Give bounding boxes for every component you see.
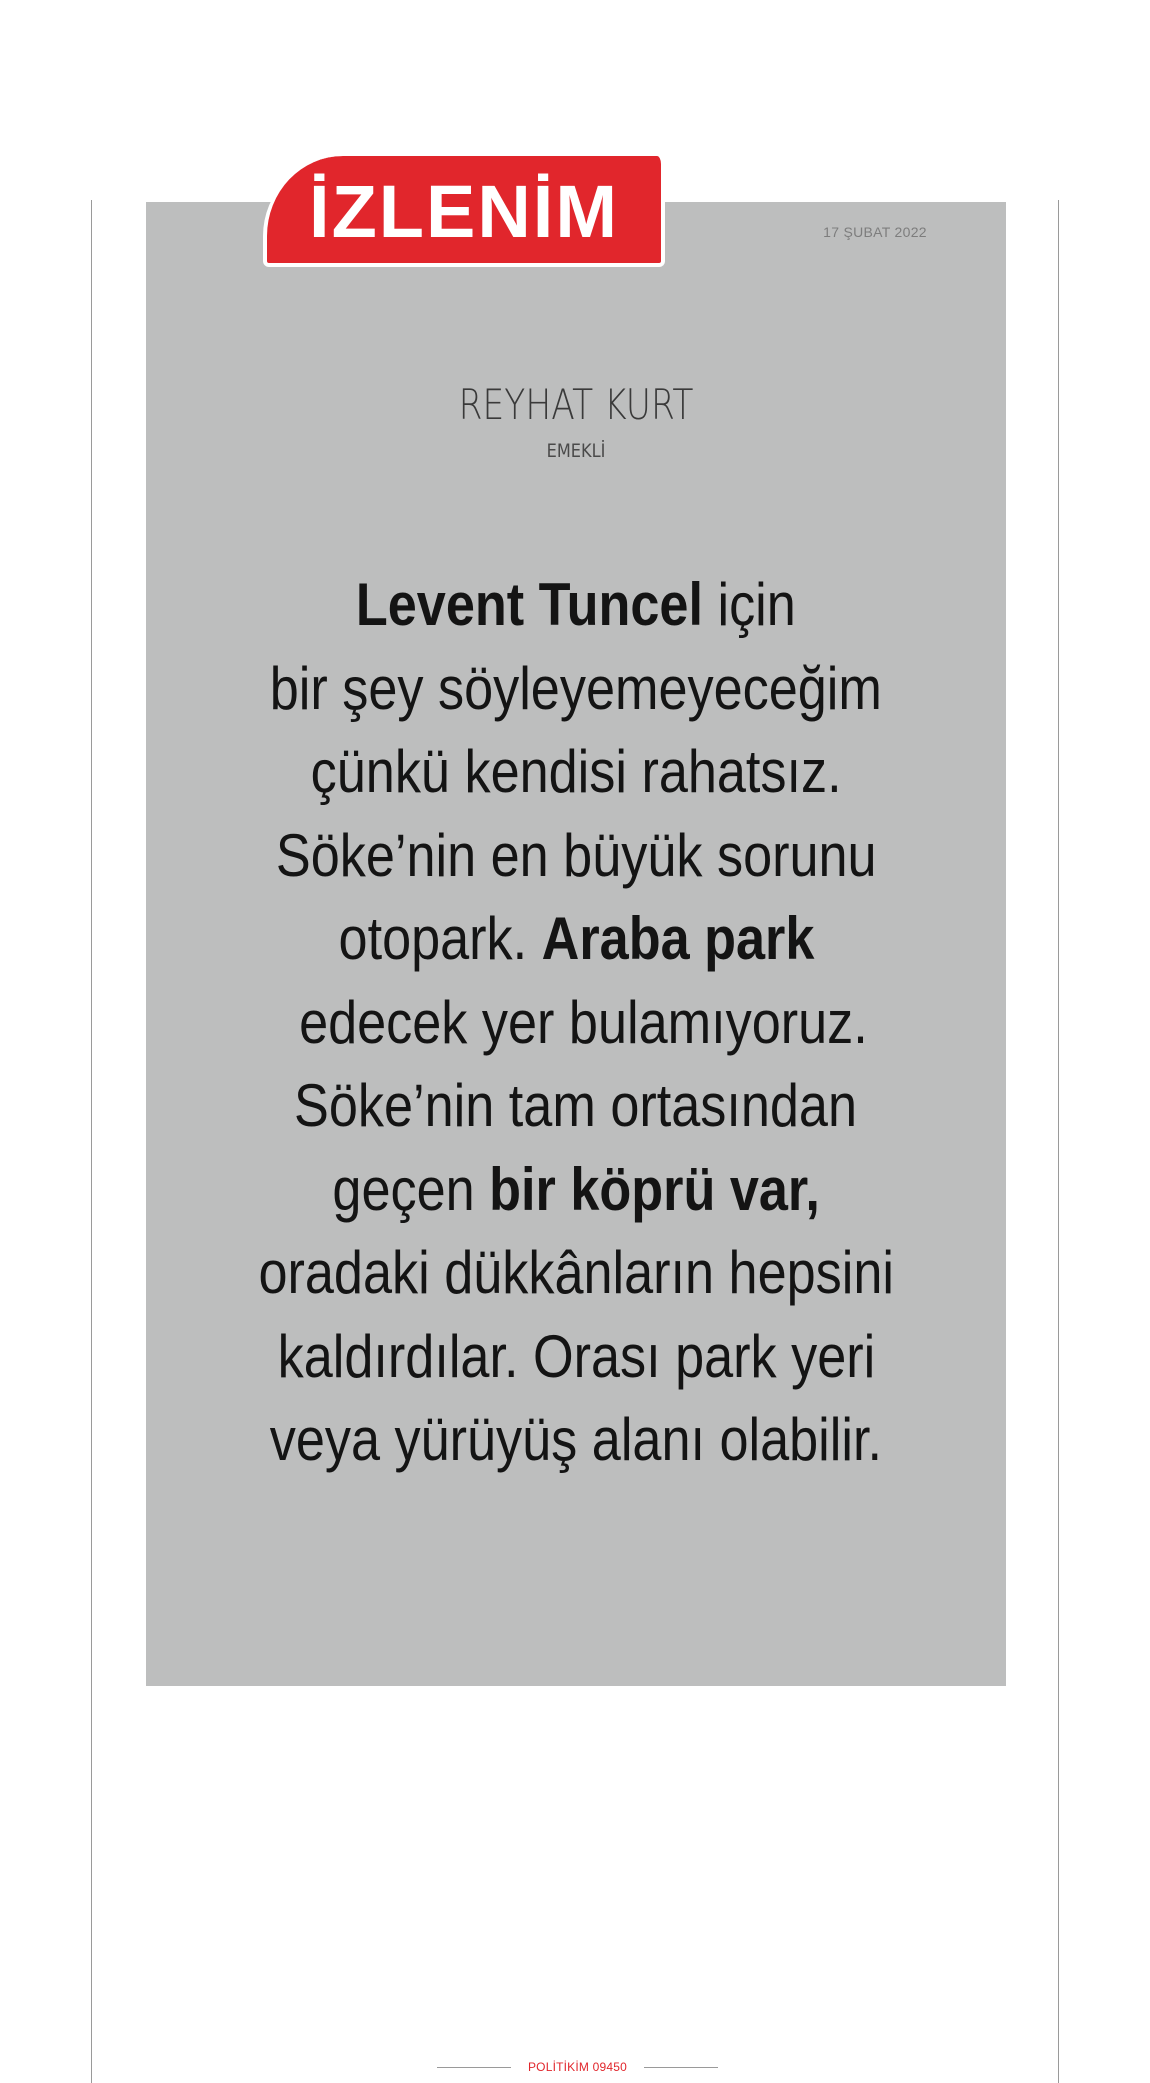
- section-tag: [263, 156, 665, 267]
- quote-line-text: kaldırdılar. Orası park yeri: [277, 1322, 875, 1390]
- page-frame-left-rule: [91, 200, 92, 2083]
- quote-line: [146, 1064, 1006, 1148]
- quote-line-text: Söke’nin tam ortasından: [294, 1072, 858, 1139]
- footer-rule-left: [437, 2067, 511, 2068]
- quote-line-text: edecek yer bulamıyoruz.: [284, 988, 868, 1056]
- quote-line-text: oradaki dükkânların hepsini: [258, 1239, 894, 1306]
- quote-line: [146, 814, 1006, 898]
- quote-line-text: çünkü kendisi rahatsız.: [310, 738, 842, 805]
- quote-line-emphasis: bir köprü var,: [488, 1155, 820, 1223]
- person-name: REYHAT KURT: [458, 380, 694, 429]
- person-role: EMEKLİ: [546, 440, 606, 462]
- quote-line: [146, 1398, 1006, 1482]
- quote-line-text: Söke’nin en büyük sorunu: [275, 821, 877, 889]
- quote-line: [146, 1231, 1006, 1315]
- quote-line-text: için: [703, 571, 796, 638]
- quote-line-emphasis: Levent Tuncel: [356, 571, 704, 638]
- quote-line-text: otopark.: [338, 905, 542, 972]
- quote-line: [146, 1148, 1006, 1232]
- quote-line-emphasis: Araba park: [541, 905, 814, 972]
- quote-line-text: bir şey söyleyemeyeceğim: [269, 654, 883, 722]
- quote-line: [146, 563, 1006, 647]
- quote-line: [146, 897, 1006, 981]
- footer-rule-right: [644, 2067, 718, 2068]
- footer-label: POLİTİKİM 09450: [527, 2060, 628, 2074]
- issue-date: 17 ŞUBAT 2022: [823, 224, 927, 240]
- quote-line: [146, 981, 1006, 1065]
- quote-line: [146, 647, 1006, 731]
- quote-line-text: veya yürüyüş alanı olabilir.: [269, 1406, 883, 1473]
- page-frame-right-rule: [1058, 200, 1059, 2083]
- quote-line-text: geçen: [332, 1155, 489, 1223]
- section-tag-label: İZLENİM: [309, 169, 619, 253]
- quote-text: [146, 563, 1006, 1482]
- quote-line: [146, 730, 1006, 814]
- quote-line: [146, 1315, 1006, 1399]
